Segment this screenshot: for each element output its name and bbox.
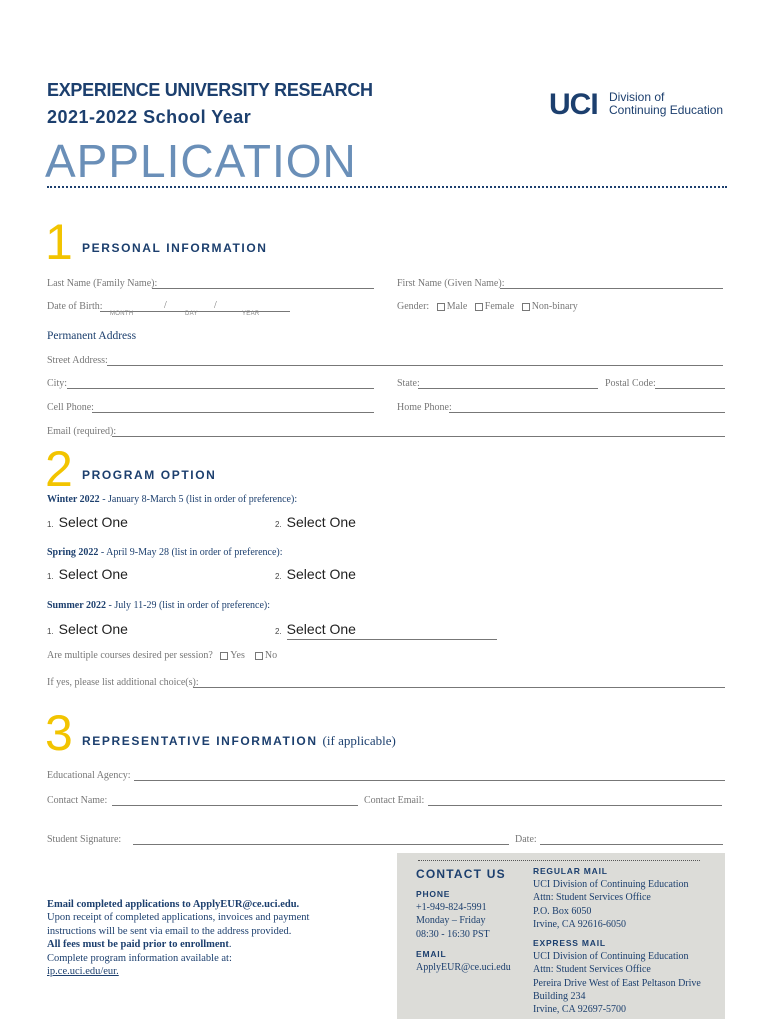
phone-block: [416, 901, 490, 941]
summer-choice-2-select[interactable]: Select One: [286, 621, 356, 637]
regular-mail-address: [533, 878, 689, 931]
permanent-address-heading: Permanent Address: [47, 330, 137, 342]
signature-field[interactable]: [133, 844, 509, 845]
winter-period: [47, 494, 297, 505]
if-applicable-note: (if applicable): [322, 733, 396, 748]
regular-mail-label: REGULAR MAIL: [533, 866, 608, 876]
date-label: Date:: [515, 834, 537, 845]
no-checkbox[interactable]: [255, 652, 263, 660]
express-line5: Irvine, CA 92697-5700: [533, 1004, 627, 1016]
note-line1-pre: Email completed applications to: [47, 899, 193, 910]
logo-line1: Division of: [609, 90, 665, 104]
spring-choice-1-number: 1.: [47, 572, 54, 581]
spring-choice-2-select[interactable]: Select One: [286, 566, 356, 582]
male-checkbox[interactable]: [437, 303, 445, 311]
street-field[interactable]: [107, 365, 723, 366]
application-title: APPLICATION: [45, 135, 357, 187]
yes-label: Yes: [230, 650, 245, 661]
dob-year-hint: YEAR: [242, 311, 260, 317]
regular-line3: P.O. Box 6050: [533, 905, 592, 917]
contact-name-label: Contact Name:: [47, 795, 108, 806]
spring-choice-1-select[interactable]: Select One: [58, 566, 128, 582]
program-info-link[interactable]: ip.ce.uci.edu/eur.: [47, 966, 119, 978]
title-line1: EXPERIENCE UNIVERSITY RESEARCH: [47, 80, 373, 100]
street-label: Street Address:: [47, 355, 108, 366]
gender-label: Gender:: [397, 301, 430, 312]
section2-heading: PROGRAM OPTION: [82, 468, 217, 482]
contact-email-field[interactable]: [428, 805, 722, 806]
summer-choice-2-underline: [287, 639, 497, 640]
regular-line1: UCI Division of Continuing Education: [533, 879, 689, 890]
summer-term: Summer 2022: [47, 600, 106, 611]
note-line5: Complete program information available at:: [47, 952, 232, 964]
spring-choice-2[interactable]: [275, 566, 356, 582]
cell-label: Cell Phone:: [47, 402, 94, 413]
agency-label: Educational Agency:: [47, 770, 131, 781]
state-label: State:: [397, 378, 420, 389]
express-mail-address: [533, 950, 701, 1016]
email-heading: EMAIL: [416, 949, 447, 959]
female-label: Female: [484, 301, 515, 312]
office-hours-time: 08:30 - 16:30 PST: [416, 928, 490, 940]
dob-day-hint: DAY: [185, 311, 198, 317]
express-line2: Attn: Student Services Office: [533, 964, 651, 976]
last-name-label: Last Name (Family Name):: [47, 278, 158, 289]
note-line4: [47, 938, 309, 951]
email-label: Email (required):: [47, 426, 117, 437]
cell-field[interactable]: [92, 412, 374, 413]
contact-email-label: Contact Email:: [364, 795, 425, 806]
summer-choice-1-number: 1.: [47, 627, 54, 636]
note-line2: Upon receipt of completed applications, invoices and payment: [47, 912, 310, 924]
phone-label: PHONE: [416, 889, 451, 899]
summer-choice-1[interactable]: [47, 621, 128, 637]
section3-number: 3: [45, 705, 73, 761]
express-mail-label: EXPRESS MAIL: [533, 938, 606, 948]
regular-line2: Attn: Student Services Office: [533, 892, 651, 904]
winter-choice-2[interactable]: [275, 514, 356, 530]
note-fees: All fees must be paid prior to enrollment: [47, 939, 229, 951]
title-divider: [47, 186, 727, 188]
first-name-field[interactable]: [500, 288, 723, 289]
express-line3: Pereira Drive West of East Peltason Drive: [533, 977, 701, 989]
postal-field[interactable]: [655, 388, 725, 389]
no-label: No: [264, 650, 278, 661]
note-email-link[interactable]: ApplyEUR@ce.uci.edu.: [192, 899, 300, 910]
section1-heading: PERSONAL INFORMATION: [82, 241, 268, 255]
postal-label: Postal Code:: [605, 378, 656, 389]
summer-choice-2[interactable]: [275, 621, 356, 637]
spring-choice-2-number: 2.: [275, 572, 282, 581]
male-label: Male: [446, 301, 468, 312]
winter-choice-1[interactable]: [47, 514, 128, 530]
note-line1: [47, 898, 309, 911]
express-line1: UCI Division of Continuing Education: [533, 951, 689, 962]
multiple-courses-row: [47, 650, 277, 661]
dob-label: Date of Birth:: [47, 301, 103, 312]
female-checkbox[interactable]: [475, 303, 483, 311]
multiple-courses-label: Are multiple courses desired per session?: [47, 650, 213, 661]
note-line3: instructions will be sent via email to the address provided.: [47, 925, 292, 937]
contact-email[interactable]: ApplyEUR@ce.uci.edu: [416, 962, 511, 973]
winter-term: Winter 2022: [47, 494, 100, 505]
office-hours-days: Monday – Friday: [416, 915, 486, 927]
state-field[interactable]: [418, 388, 598, 389]
summer-dates: - July 11-29 (list in order of preference):: [105, 600, 270, 611]
dob-slash-2: /: [214, 300, 217, 311]
winter-choice-1-number: 1.: [47, 520, 54, 529]
additional-choices-field[interactable]: [193, 687, 725, 688]
winter-choice-2-number: 2.: [275, 520, 282, 529]
note-line4-end: .: [228, 939, 232, 951]
home-phone-field[interactable]: [449, 412, 725, 413]
section3-heading-text: REPRESENTATIVE INFORMATION: [82, 734, 318, 748]
date-field[interactable]: [540, 844, 723, 845]
dob-month-hint: MONTH: [110, 311, 134, 317]
title-line2: 2021-2022 School Year: [47, 107, 252, 127]
winter-choice-1-select[interactable]: Select One: [58, 514, 128, 530]
email-field[interactable]: [112, 436, 725, 437]
city-label: City:: [47, 378, 68, 389]
home-phone-label: Home Phone:: [397, 402, 452, 413]
contact-name-field[interactable]: [112, 805, 358, 806]
uci-logo-mark: UCI: [549, 88, 598, 121]
additional-choices-label: If yes, please list additional choice(s):: [47, 677, 199, 688]
nonbinary-checkbox[interactable]: [522, 303, 530, 311]
signature-label: Student Signature:: [47, 834, 122, 845]
gender-row: [397, 301, 578, 312]
nonbinary-label: Non-binary: [531, 301, 578, 312]
section3-heading: [82, 733, 396, 749]
spring-period: [47, 547, 283, 558]
yes-checkbox[interactable]: [220, 652, 228, 660]
uci-logo-text: [609, 91, 723, 117]
agency-field[interactable]: [134, 780, 725, 781]
spring-term: Spring 2022: [47, 547, 99, 558]
summer-period: [47, 600, 270, 611]
section2-number: 2: [45, 441, 73, 497]
logo-line2: Continuing Education: [609, 103, 724, 117]
contact-box-divider: [418, 860, 700, 861]
winter-dates: - January 8-March 5 (list in order of preference):: [99, 494, 298, 505]
dob-slash-1: /: [164, 300, 167, 311]
first-name-label: First Name (Given Name):: [397, 278, 505, 289]
summer-choice-1-select[interactable]: Select One: [58, 621, 128, 637]
spring-choice-1[interactable]: [47, 566, 128, 582]
contact-heading: CONTACT US: [416, 867, 506, 881]
phone-number[interactable]: +1-949-824-5991: [416, 902, 487, 913]
winter-choice-2-select[interactable]: Select One: [286, 514, 356, 530]
regular-line4: Irvine, CA 92616-6050: [533, 918, 627, 930]
express-line4: Building 234: [533, 990, 586, 1002]
last-name-field[interactable]: [152, 288, 374, 289]
city-field[interactable]: [67, 388, 374, 389]
section1-number: 1: [45, 214, 73, 270]
summer-choice-2-number: 2.: [275, 627, 282, 636]
submission-note: [47, 898, 309, 978]
spring-dates: - April 9-May 28 (list in order of preference):: [98, 547, 283, 558]
